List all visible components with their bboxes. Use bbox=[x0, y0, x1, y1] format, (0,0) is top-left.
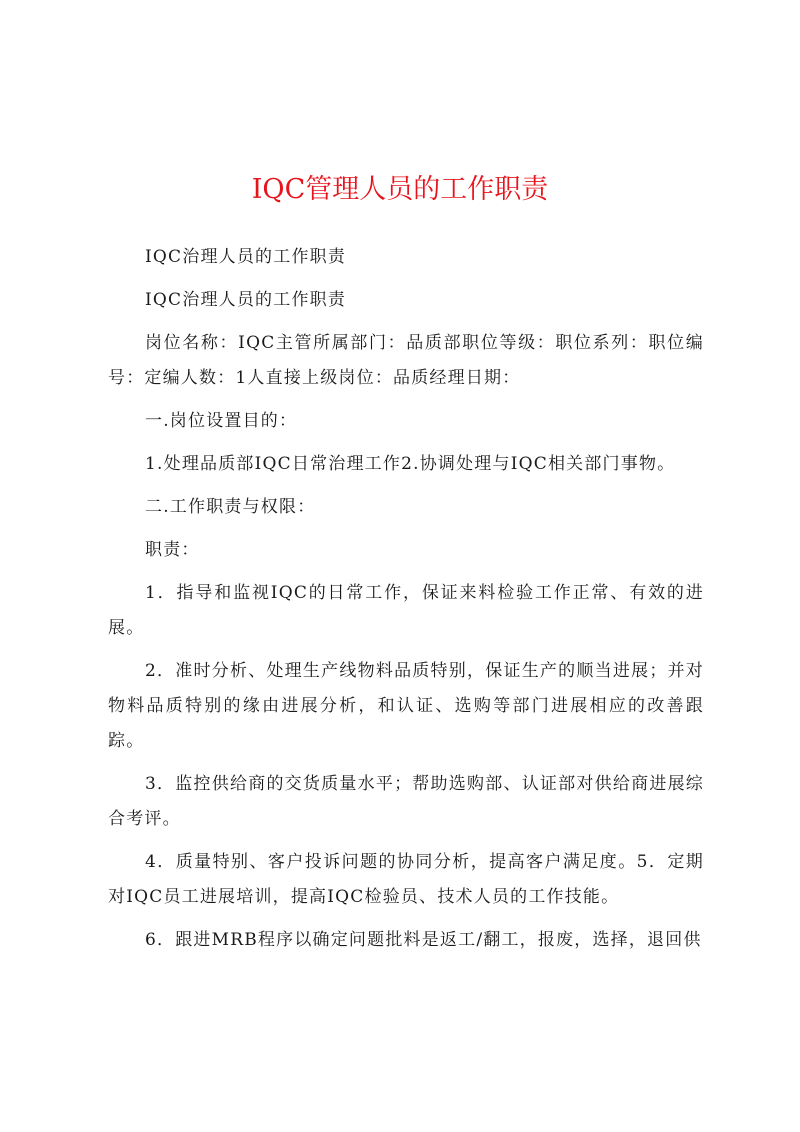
document-title: IQC管理人员的工作职责 bbox=[251, 174, 549, 205]
duty-item-6: 6．跟进MRB程序以确定问题批料是返工/翻工，报废，选择，退回供 bbox=[145, 930, 702, 950]
duties-label: 职责： bbox=[145, 540, 200, 560]
duty-item-2: 2．准时分析、处理生产线物料品质特别，保证生产的顺当进展；并对物料品质特别的缘由进展分析，和认证、选购等部门进展相应的改善跟踪。 bbox=[108, 661, 704, 751]
paragraph-heading-1: IQC治理人员的工作职责 bbox=[145, 247, 347, 267]
document-body bbox=[108, 240, 704, 966]
paragraph-heading-2: IQC治理人员的工作职责 bbox=[145, 290, 347, 310]
section-duties-heading: 二.工作职责与权限： bbox=[145, 497, 316, 517]
paragraph-purpose: 1.处理品质部IQC日常治理工作2.协调处理与IQC相关部门事物。 bbox=[145, 454, 676, 474]
duty-item-3: 3．监控供给商的交货质量水平；帮助选购部、认证部对供给商进展综合考评。 bbox=[108, 774, 704, 829]
duty-item-1: 1．指导和监视IQC的日常工作，保证来料检验工作正常、有效的进展。 bbox=[108, 583, 704, 638]
paragraph-position-info: 岗位名称：IQC主管所属部门：品质部职位等级：职位系列：职位编号：定编人数：1人直接上级岗位：品质经理日期： bbox=[108, 333, 704, 388]
section-purpose-heading: 一.岗位设置目的： bbox=[145, 411, 298, 431]
duty-item-4-5: 4．质量特别、客户投诉问题的协同分析，提高客户满足度。5．定期对IQC员工进展培训，提高IQC检验员、技术人员的工作技能。 bbox=[108, 852, 704, 907]
